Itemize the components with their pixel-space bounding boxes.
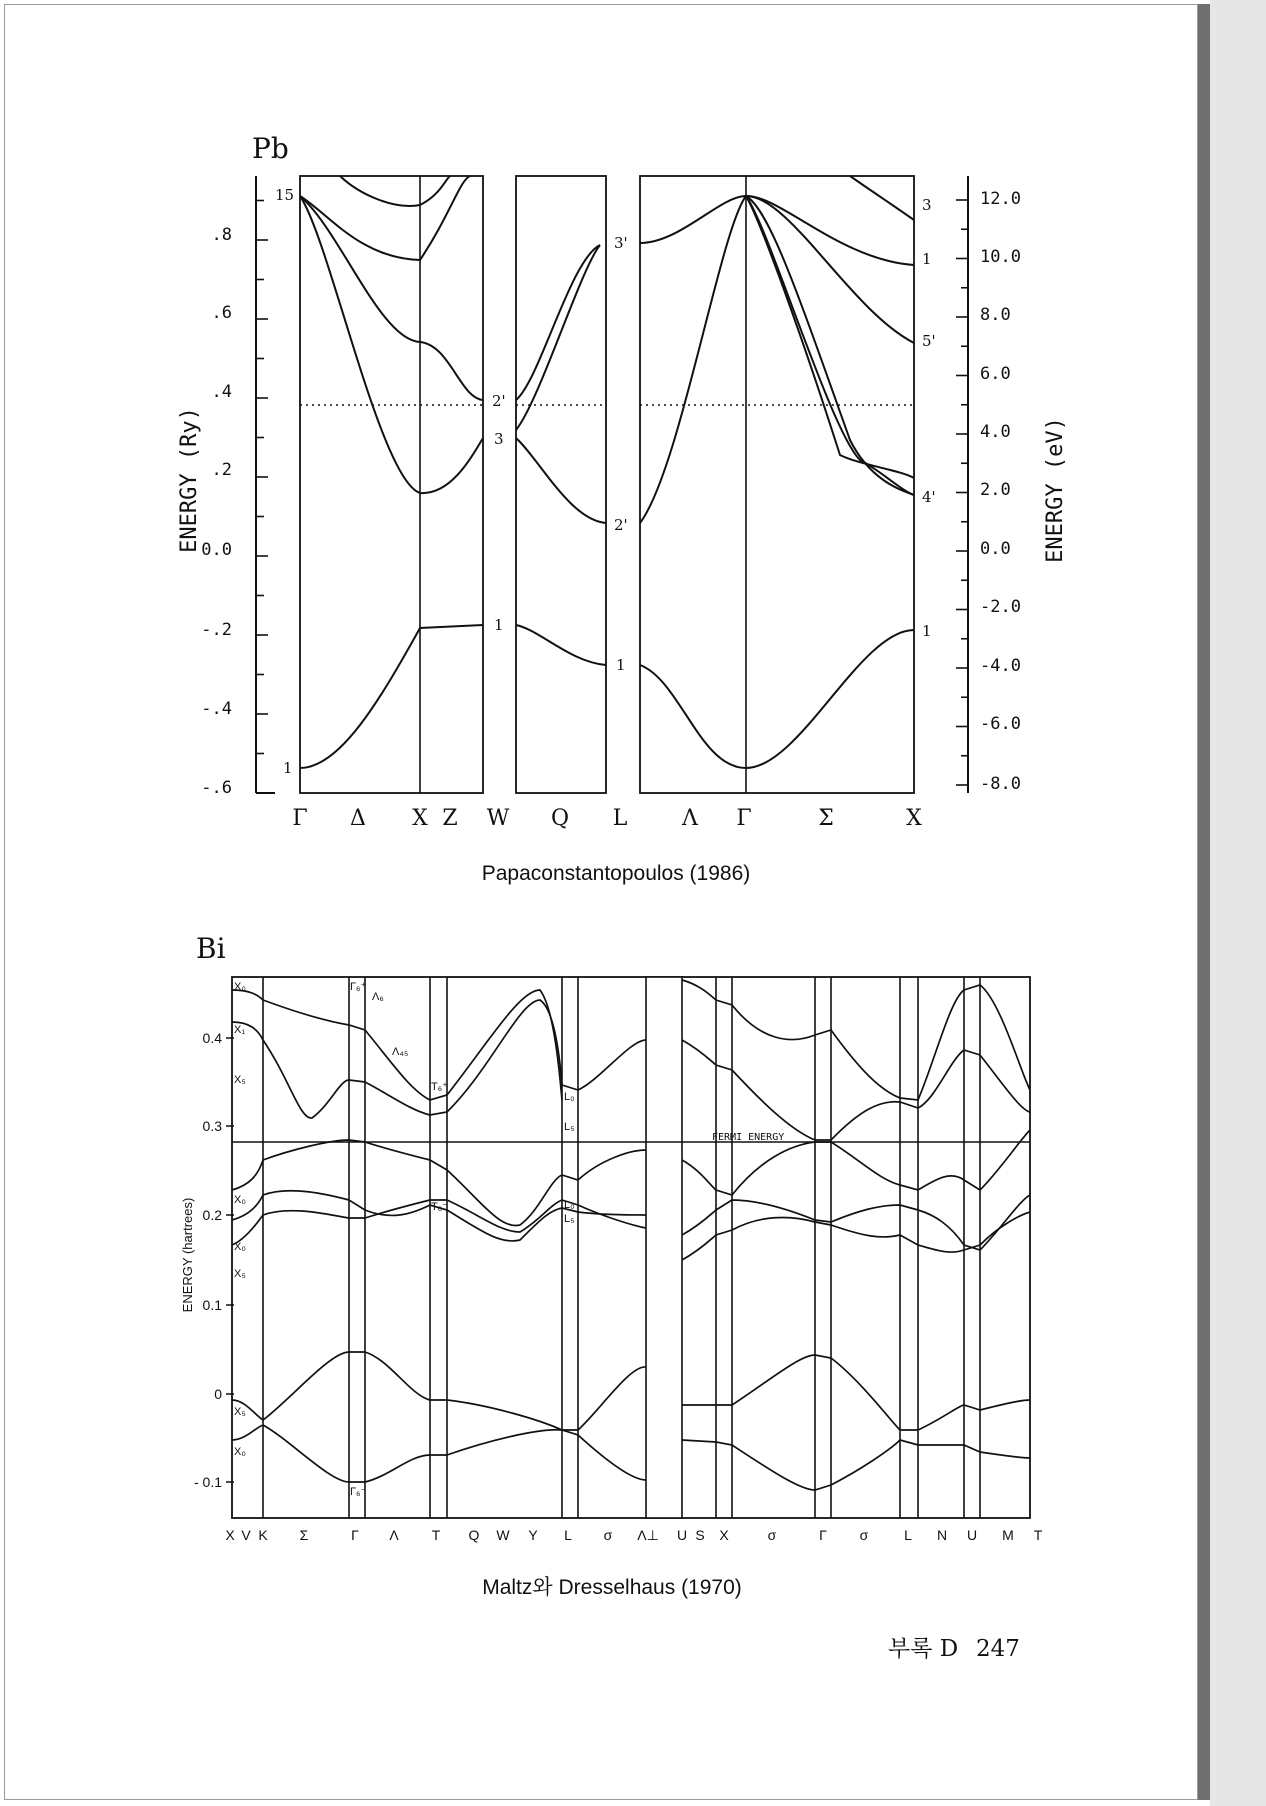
pb-y-tick-label: -.4 [201, 699, 232, 719]
bi-y-tick-label: 0 [214, 1386, 222, 1402]
bi-band-upper-e-right [682, 1212, 1030, 1260]
pb-y-tick-label: .6 [211, 303, 232, 323]
bi-x-label: Λ⊥ [637, 1527, 659, 1543]
bi-label: T₆⁻ [431, 1201, 448, 1213]
bi-label: X₁ [234, 1024, 246, 1036]
pb-x-label: Δ [350, 806, 366, 831]
bi-x-label: N [936, 1527, 948, 1543]
pb-y-axis-title-right: ENERGY (eV) [1043, 417, 1068, 563]
pb-label-1-l: 1 [616, 656, 626, 674]
bi-caption: Maltz와 Dresselhaus (1970) [482, 1576, 742, 1599]
bi-x-label: U [676, 1527, 688, 1543]
bi-label: X₀ [234, 1194, 246, 1206]
bi-x-label: Γ [819, 1527, 827, 1543]
page-footer [888, 1636, 1020, 1662]
bi-x-label: U [966, 1527, 978, 1543]
bi-label: L₀ [564, 1199, 575, 1211]
pb-right-tick-label: 8.0 [980, 305, 1011, 325]
pb-y-tick-label: -.6 [201, 778, 232, 798]
pb-right-tick-label: -2.0 [980, 597, 1021, 617]
bi-label: Γ₆⁺ [350, 981, 367, 993]
pb-panel-gamma-x [300, 176, 483, 793]
bi-label: X₀ [234, 981, 246, 993]
pb-label-1-w: 1 [494, 616, 504, 634]
pb-band-4-w-l [516, 245, 600, 430]
footer-section-label: 부록 D [888, 1636, 959, 1662]
bi-label: Γ₆⁻ [350, 1486, 367, 1498]
bi-y-tick-label: - 0.1 [193, 1474, 222, 1490]
pb-x-label: W [486, 806, 510, 831]
pb-right-ticks [956, 200, 968, 785]
bi-x-label: L [904, 1527, 912, 1543]
bi-y-tick-label: 0.1 [202, 1297, 222, 1313]
pb-y-tick-label: -.2 [201, 620, 232, 640]
bi-y-tick-label: 0.4 [202, 1030, 222, 1046]
bi-x-labels [225, 1527, 1042, 1543]
bi-label: Λ₄₅ [392, 1046, 409, 1058]
pb-label-2prime-l: 2' [614, 516, 628, 534]
bi-band-upper-b-left [232, 990, 562, 1100]
bi-y-tick-label: 0.2 [202, 1207, 222, 1223]
bi-point-labels [234, 981, 575, 1498]
pb-label-5prime-x: 5' [922, 332, 936, 350]
bi-label: X₅ [234, 1074, 246, 1086]
bi-label: T₆⁺ [431, 1081, 448, 1093]
pb-label-15: 15 [275, 186, 295, 204]
bi-x-label: X [225, 1527, 235, 1543]
bi-x-label: σ [859, 1527, 869, 1543]
bi-x-label: Γ [351, 1527, 359, 1543]
bi-label: X₀ [234, 1241, 246, 1253]
pb-chart-title: Pb [252, 132, 289, 165]
pb-band-6-l-x [850, 176, 914, 220]
bi-band-structure-chart [180, 932, 1043, 1599]
pb-y-tick-label: 0.0 [201, 540, 232, 560]
bi-x-label: S [695, 1527, 705, 1543]
bi-label: L₅ [564, 1213, 575, 1225]
pb-x-labels [292, 806, 922, 831]
pb-x-label: Λ [682, 806, 698, 831]
bi-x-label: L [564, 1527, 572, 1543]
pb-label-1-gamma: 1 [283, 759, 293, 777]
pb-y-axis-title: ENERGY (Ry) [177, 407, 202, 553]
pb-label-3-w: 3 [494, 430, 504, 448]
pb-right-tick-label: -4.0 [980, 656, 1021, 676]
pb-band-1-w-l [516, 625, 606, 665]
pb-right-tick-label: 10.0 [980, 247, 1021, 267]
pb-x-label: X [906, 806, 922, 831]
bi-band-lower-b-left [232, 1425, 646, 1482]
pb-band-curves [300, 176, 914, 768]
pb-right-tick-label: 4.0 [980, 422, 1011, 442]
pb-right-tick-label: 0.0 [980, 539, 1011, 559]
pb-right-tick-label: -6.0 [980, 714, 1021, 734]
pb-band-2-gamma-x [300, 196, 483, 493]
bi-band-upper-b-right [682, 1040, 1030, 1140]
pb-band-3-gamma-x [300, 196, 483, 400]
bi-gap-region [646, 977, 682, 1518]
pb-right-tick-label: 2.0 [980, 480, 1011, 500]
bi-chart-title: Bi [196, 932, 226, 965]
bi-x-label: Λ [389, 1527, 399, 1543]
pb-x-label: Σ [818, 806, 834, 831]
pb-band-7-l-x [746, 196, 914, 478]
pb-band-5-gamma-x [340, 176, 450, 206]
bi-x-label: T [431, 1527, 441, 1543]
bi-x-label: M [1002, 1527, 1014, 1543]
pb-x-label: L [612, 806, 628, 831]
bi-x-label: V [241, 1527, 251, 1543]
bi-band-upper-a-right [682, 980, 1030, 1100]
pb-y-tick-label: .4 [211, 382, 232, 402]
bi-label: X₅ [234, 1268, 246, 1280]
pb-panel-w-l [516, 176, 606, 793]
pb-x-label: Z [442, 806, 458, 831]
bi-y-tick-label: 0.3 [202, 1118, 222, 1134]
bi-band-upper-d-right [682, 1195, 1030, 1250]
pb-band-1-l-x [640, 630, 914, 768]
bi-k-point-lines [263, 977, 980, 1518]
bi-x-label: σ [767, 1527, 777, 1543]
pb-label-4prime-x: 4' [922, 488, 936, 506]
pb-y-tick-label: .8 [211, 225, 232, 245]
bi-y-axis-title: ENERGY (hartrees) [180, 1197, 195, 1313]
pb-right-tick-label: -8.0 [980, 774, 1021, 794]
bi-x-label: σ [603, 1527, 613, 1543]
pb-x-label: Q [550, 806, 570, 831]
bi-label: L₅ [564, 1121, 575, 1133]
footer-page-number: 247 [976, 1636, 1020, 1662]
pb-band-1-gamma-x [300, 625, 483, 768]
bi-label: Λ₆ [372, 991, 384, 1003]
bi-band-lower-a-right [682, 1355, 1030, 1430]
pb-y-tick-label: .2 [211, 460, 232, 480]
pb-caption: Papaconstantopoulos (1986) [481, 862, 751, 885]
pb-label-3prime-l: 3' [614, 234, 628, 252]
pb-label-2prime-w: 2' [492, 392, 506, 410]
bi-band-curves [232, 980, 1030, 1490]
bi-label: L₀ [564, 1091, 575, 1103]
bi-band-lower-a-left [232, 1352, 646, 1430]
bi-y-tick-labels [194, 1030, 222, 1490]
pb-label-1-x: 1 [922, 622, 932, 640]
bi-x-label: W [496, 1527, 510, 1543]
pb-left-ticks [256, 201, 268, 794]
pb-x-label: Γ [736, 806, 752, 831]
bi-label: X₀ [234, 1446, 246, 1458]
pb-band-4-l-x [746, 196, 914, 495]
bi-x-label: Σ [299, 1527, 309, 1543]
pb-x-label: Γ [292, 806, 308, 831]
bi-x-label: K [258, 1527, 268, 1543]
bi-band-upper-d-left [232, 1191, 646, 1241]
bi-x-label: Y [528, 1527, 538, 1543]
pb-label-1-x-upper: 1 [922, 250, 932, 268]
bi-label: X₅ [234, 1406, 246, 1418]
bi-band-upper-a-left [232, 1000, 646, 1118]
pb-band-4-gamma-x [300, 176, 470, 260]
bi-band-lower-b-right [682, 1440, 1030, 1490]
bi-x-label: Q [468, 1527, 480, 1543]
pb-right-tick-label: 6.0 [980, 364, 1011, 384]
pb-x-label: X [412, 806, 428, 831]
bi-x-label: X [719, 1527, 729, 1543]
pb-label-3-x: 3 [922, 196, 932, 214]
pb-band-structure-chart [177, 132, 1068, 885]
pb-right-tick-label: 12.0 [980, 189, 1021, 209]
pb-band-2-w-l [516, 438, 606, 523]
bi-frame [232, 977, 1030, 1518]
bi-x-label: T [1033, 1527, 1043, 1543]
bi-fermi-annotation: FERMI ENERGY [712, 1132, 785, 1143]
